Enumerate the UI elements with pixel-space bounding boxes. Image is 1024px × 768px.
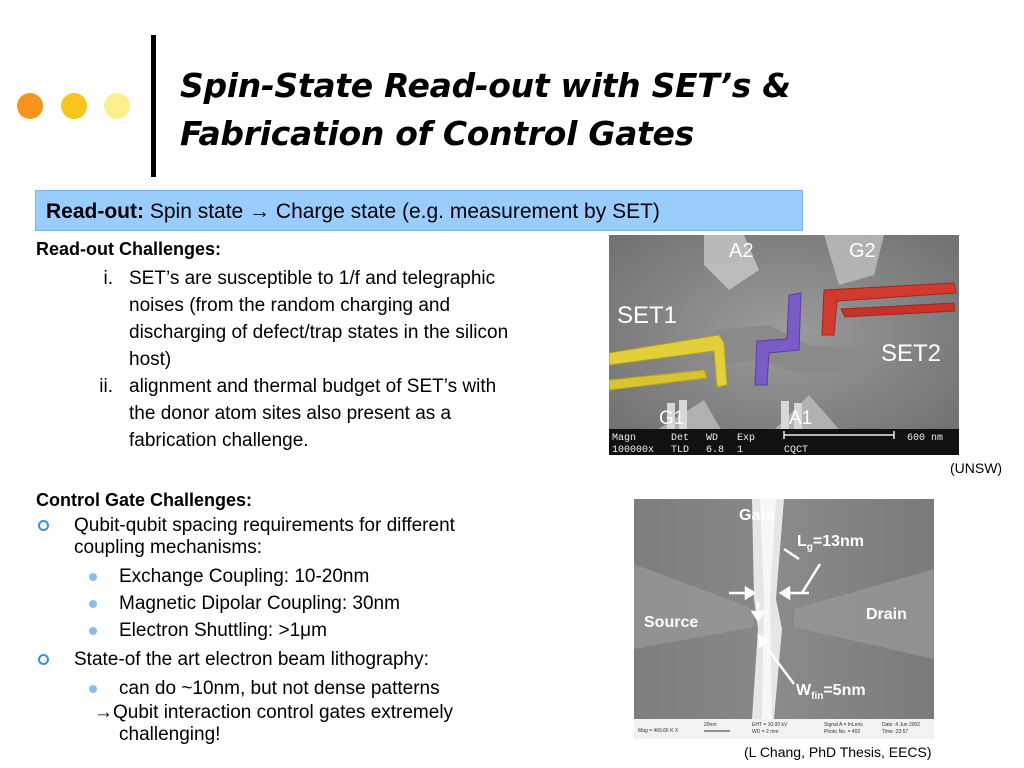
sem-label-set2: SET2: [881, 340, 942, 367]
list-item-text: [129, 373, 596, 454]
sub-list-item-text: Magnetic Dipolar Coupling: 30nm: [119, 593, 400, 614]
sub-list-item-text: can do ~10nm, but not dense patterns: [119, 678, 440, 699]
sem-label-wfin: $W_{fin}=5nm$: [796, 682, 866, 702]
list-item-text: [129, 265, 596, 373]
conclusion-line: →Qubit interaction control gates extremely: [94, 702, 454, 723]
sem-footer-wd: WD: [706, 433, 719, 444]
dot-bullet-icon: [89, 685, 97, 693]
control-gate-list: [36, 515, 596, 746]
image-credit-unsw: (UNSW): [950, 460, 1003, 476]
sub-list-item: [36, 675, 596, 702]
list-item-line: SET’s are susceptible to 1/f and telegraphic: [129, 268, 496, 289]
list-item-line: alignment and thermal budget of SET’s with: [129, 376, 497, 397]
slide-title-line2: Fabrication of Control Gates: [180, 114, 694, 153]
list-item-line: discharging of defect/trap states in the silicon: [129, 322, 509, 343]
list-item: [36, 373, 596, 454]
sem-label-source: Source: [644, 614, 699, 631]
readout-challenges-list: [36, 265, 596, 454]
sem-footer-wd-val: 6.8: [706, 445, 725, 455]
sem2-footer-wd: WD = 2 mm: [752, 729, 779, 735]
list-item: [36, 265, 596, 373]
decor-dot-orange: [17, 93, 43, 119]
list-item: [36, 649, 596, 671]
list-item-line: State-of the art electron beam lithography:: [74, 649, 429, 670]
sub-list-item-text: Exchange Coupling: 10-20nm: [119, 566, 370, 587]
list-item-line: fabrication challenge.: [129, 430, 309, 451]
list-item-line: Qubit-qubit spacing requirements for different: [74, 515, 455, 536]
dot-bullet-icon: [89, 600, 97, 608]
sem2-footer-time: Time :23:57: [882, 729, 909, 735]
decor-dot-yellow: [61, 93, 87, 119]
sub-list-item-text: Electron Shuttling: >1μm: [119, 620, 327, 641]
sem-image-set: [609, 235, 959, 455]
readout-text: Spin state → Charge state (e.g. measurement by SET): [149, 200, 660, 223]
image-credit-chang: (L Chang, PhD Thesis, EECS): [744, 744, 932, 760]
sem-footer-magn: Magn: [612, 433, 637, 444]
list-item: [36, 515, 596, 559]
conclusion-line: challenging!: [119, 724, 221, 745]
sem-footer-magn-val: 100000x: [612, 445, 655, 455]
sem2-footer-signal: Signal A = InLens: [824, 722, 863, 728]
sem2-footer-eht: EHT = 10.00 kV: [752, 722, 788, 728]
sem-label-g1: G1: [659, 408, 685, 429]
sub-list-item: [36, 590, 596, 617]
sub-list-item: [36, 617, 596, 644]
sem-label-gate: Gate: [739, 507, 775, 524]
list-item-line: host): [129, 349, 172, 370]
list-item-number: ii.: [99, 376, 113, 397]
sem-image-finfet: [634, 499, 934, 739]
sem-footer-org: CQCT: [784, 445, 809, 455]
sub-list-item: [36, 563, 596, 590]
slide-title-line1: Spin-State Read-out with SET’s &: [180, 66, 791, 105]
sem2-footer-date: Date :4 Jun 2002: [882, 722, 921, 728]
slide-title: [180, 62, 860, 158]
sem-label-a1: A1: [789, 408, 813, 429]
sem-footer-exp: Exp: [737, 433, 756, 444]
list-item-line: noises (from the random charging and: [129, 295, 451, 316]
ring-bullet-icon: [38, 654, 49, 665]
ring-bullet-icon: [38, 520, 49, 531]
decor-dot-light: [104, 93, 130, 119]
sem-label-g2: G2: [849, 240, 876, 262]
dot-bullet-icon: [89, 573, 97, 581]
list-item-number: i.: [103, 268, 113, 289]
list-item-line: coupling mechanisms:: [74, 537, 262, 558]
sem-footer-scale: 600 nm: [907, 433, 944, 444]
readout-band: [35, 190, 803, 231]
sem-label-drain: Drain: [866, 606, 907, 623]
list-item-line: the donor atom sites also present as a: [129, 403, 452, 424]
control-gate-heading: Control Gate Challenges:: [36, 490, 253, 510]
sem2-footer-photo: Photo No. = 492: [824, 729, 861, 735]
dot-bullet-icon: [89, 627, 97, 635]
readout-challenges-heading: Read-out Challenges:: [36, 239, 222, 259]
title-divider: [151, 35, 156, 177]
sem-footer-det-val: TLD: [671, 445, 690, 455]
sem-label-set1: SET1: [617, 302, 678, 329]
sem-label-lg: $L_g=13nm$: [797, 533, 865, 553]
sem2-footer-scale: 20nm: [704, 722, 717, 728]
sem-label-a2: A2: [729, 240, 754, 262]
readout-label: Read-out:: [46, 200, 144, 223]
sem-footer-det: Det: [671, 433, 690, 444]
sem-footer-exp-val: 1: [737, 445, 744, 455]
sem2-footer-mag: Mag = 469.66 K X: [638, 728, 679, 734]
